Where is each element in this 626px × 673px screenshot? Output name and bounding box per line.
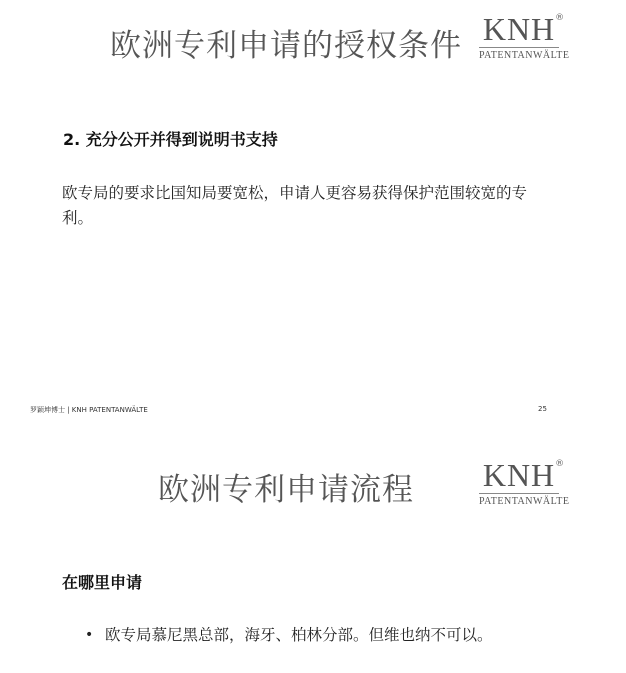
logo-mark-text: KNH xyxy=(482,457,556,493)
logo-mark xyxy=(482,457,566,493)
knh-logo xyxy=(479,11,570,62)
body-paragraph: 欧专局的要求比国知局要宽松，申请人更容易获得保护范围较宽的专利。 xyxy=(62,184,528,227)
slide-title: 欧洲专利申请的授权条件 xyxy=(110,28,462,64)
slide-title: 欧洲专利申请流程 xyxy=(158,472,414,508)
knh-logo xyxy=(479,457,570,508)
logo-mark xyxy=(482,11,566,47)
logo-subtitle: PATENTANWÄLTE xyxy=(479,47,559,62)
logo-subtitle: PATENTANWÄLTE xyxy=(479,493,559,508)
bullet-icon: • xyxy=(85,627,94,643)
bullet-text: 欧专局慕尼黑总部，海牙、柏林分部。但维也纳不可以。 xyxy=(105,626,493,644)
logo-mark-text: KNH xyxy=(482,11,556,47)
section-heading: 在哪里申请 xyxy=(62,573,143,592)
section-heading: 2. 充分公开并得到说明书支持 xyxy=(63,130,278,149)
list-item xyxy=(85,623,555,647)
slide-2 xyxy=(0,432,626,673)
registered-icon: ® xyxy=(555,459,566,469)
registered-icon: ® xyxy=(555,13,566,23)
bullet-list xyxy=(85,623,555,647)
page-number: 25 xyxy=(538,405,547,413)
footer-author: 罗颖坤博士 | KNH PATENTANWÄLTE xyxy=(30,406,148,414)
